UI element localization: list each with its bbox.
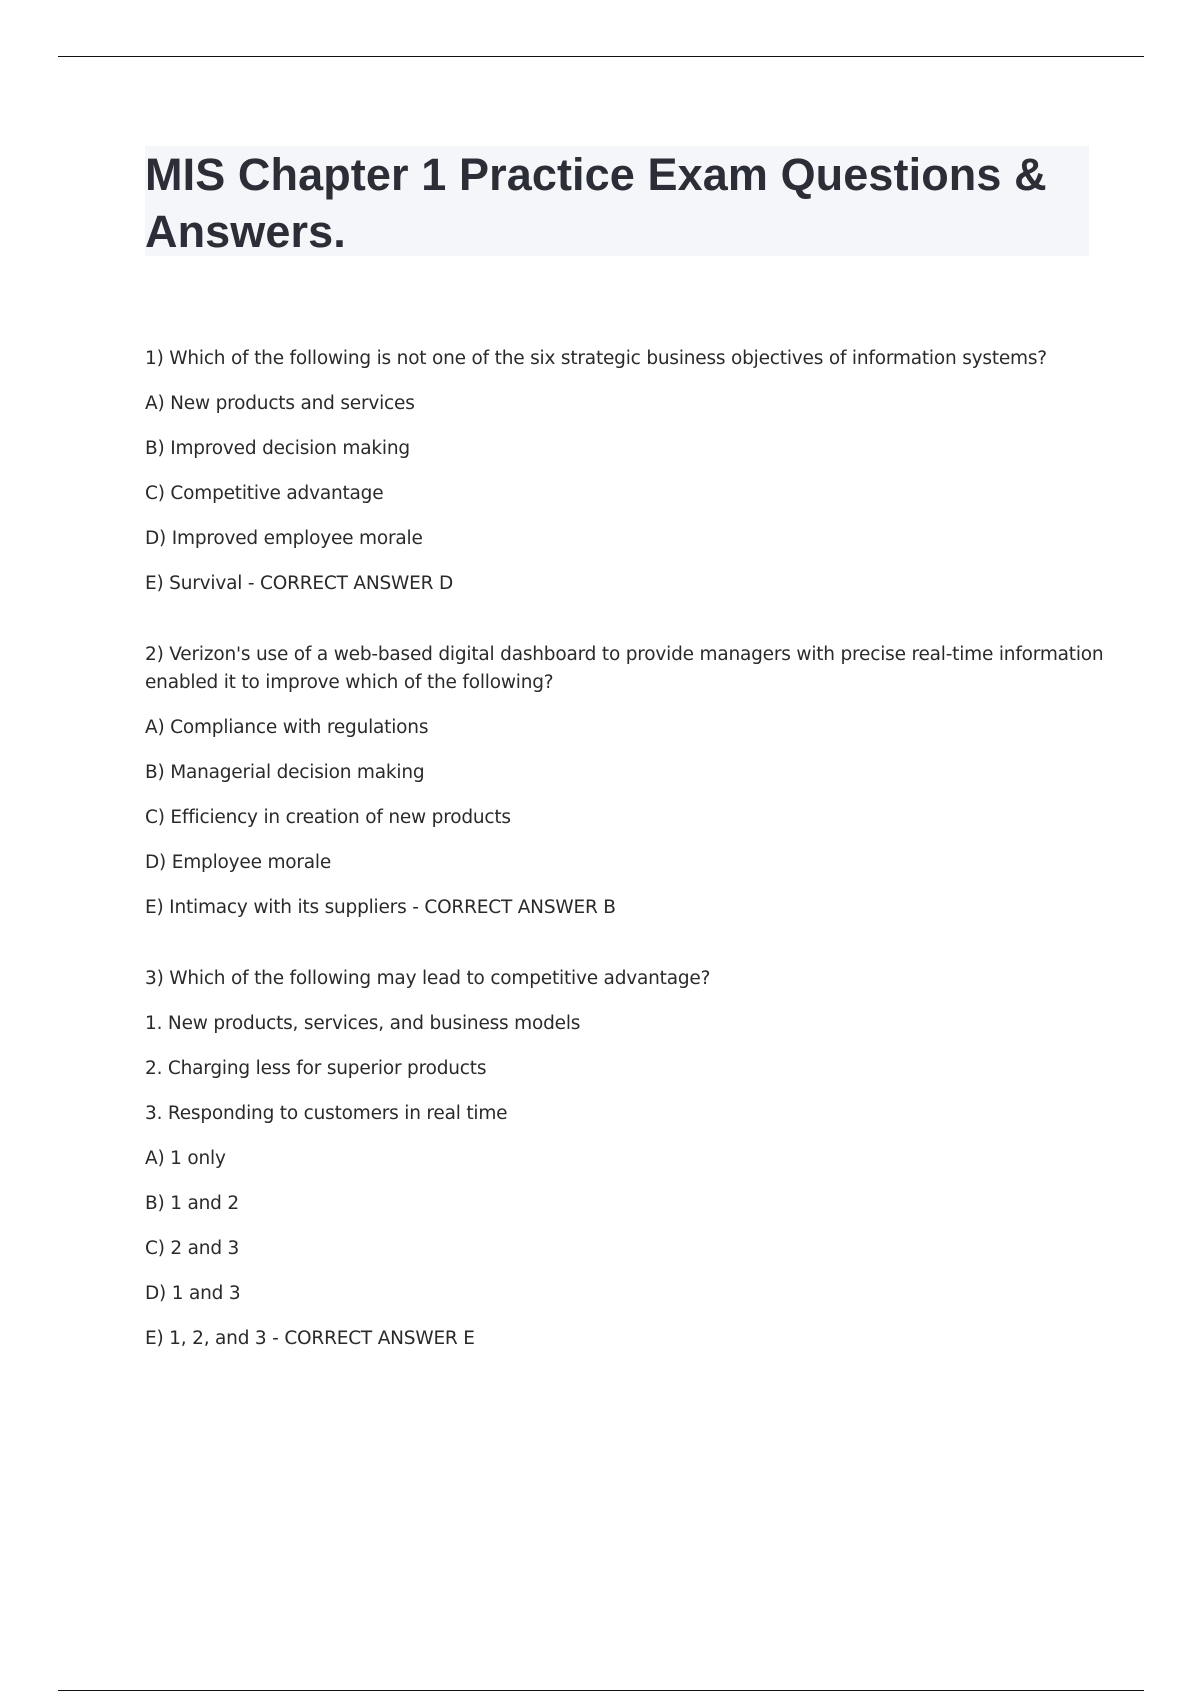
answer-option: C) Efficiency in creation of new products [145,807,511,828]
question-text: 1) Which of the following is not one of the six strategic business objectives of information systems? [145,348,1047,369]
question-2 [145,641,1105,922]
answer-option: D) 1 and 3 [145,1283,241,1304]
question-text: 3) Which of the following may lead to competitive advantage? [145,968,711,989]
answer-option: D) Employee morale [145,852,332,873]
statement-item: 1. New products, services, and business models [145,1013,581,1034]
answer-option: A) 1 only [145,1148,226,1169]
answer-option-with-key: E) Intimacy with its suppliers - CORRECT ANSWER B [145,897,616,918]
answer-option: C) Competitive advantage [145,483,384,504]
answer-option: A) New products and services [145,393,415,414]
answer-option: C) 2 and 3 [145,1238,240,1259]
question-1 [145,345,1105,598]
answer-option: B) Improved decision making [145,438,410,459]
footer-rule [58,1690,1144,1691]
page-title: MIS Chapter 1 Practice Exam Questions & Answers. [145,149,1047,257]
answer-option: B) 1 and 2 [145,1193,239,1214]
statement-item: 2. Charging less for superior products [145,1058,487,1079]
answer-option-with-key: E) Survival - CORRECT ANSWER D [145,573,453,594]
answer-option: A) Compliance with regulations [145,717,429,738]
question-list [145,345,1105,1353]
answer-option-with-key: E) 1, 2, and 3 - CORRECT ANSWER E [145,1328,475,1349]
question-3 [145,965,1105,1353]
header-rule [58,56,1144,57]
answer-option: B) Managerial decision making [145,762,425,783]
title-banner [145,146,1089,256]
statement-item: 3. Responding to customers in real time [145,1103,508,1124]
answer-option: D) Improved employee morale [145,528,423,549]
question-text: 2) Verizon's use of a web-based digital dashboard to provide managers with precise real-time information enabled it to improve which of the following? [145,644,1104,693]
